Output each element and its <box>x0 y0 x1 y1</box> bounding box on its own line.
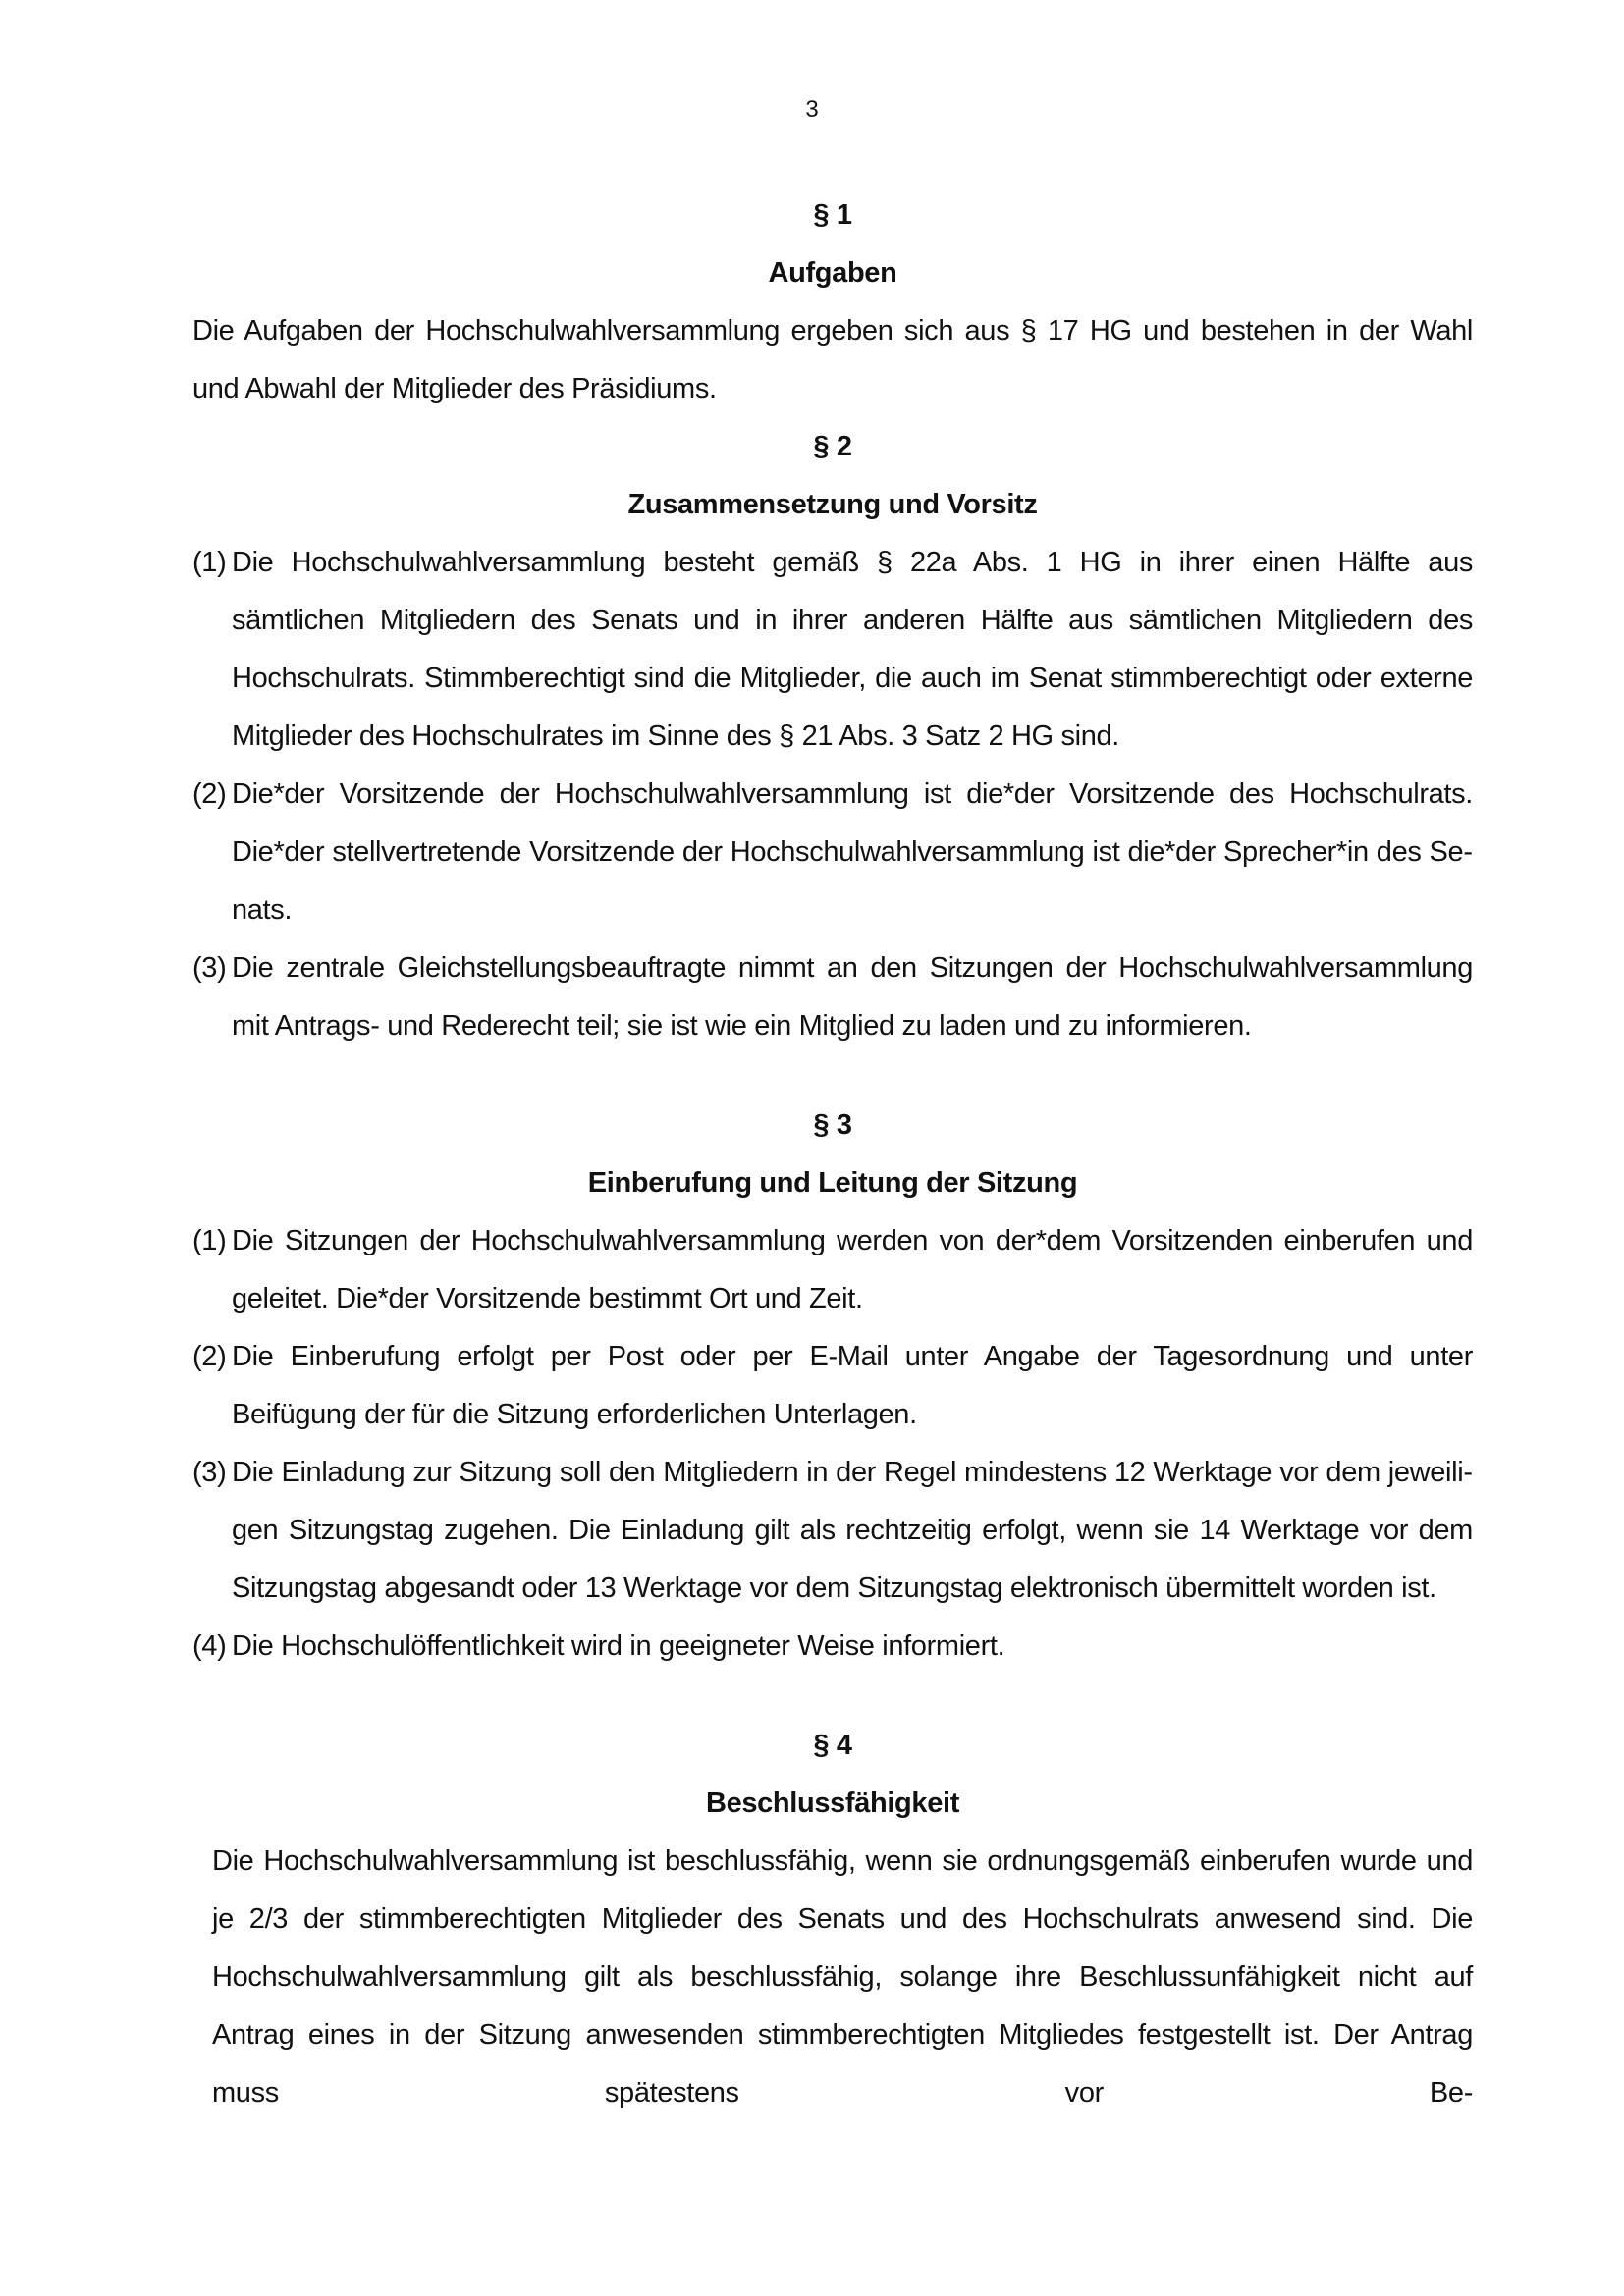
section-number: § 3 <box>813 1109 852 1141</box>
section-paragraph: Die Aufgaben der Hochschulwahlversammlung ergeben sich aus § 17 HG und bestehen in der Wahl und Abwahl der Mitglieder des Präsidiums. <box>192 315 1473 404</box>
item-text: Die Hochschulöffentlichkeit wird in geeigneter Weise informiert. <box>232 1630 1005 1662</box>
item-number: (1) <box>192 1225 227 1256</box>
item-text: Die Einladung zur Sitzung soll den Mitgliedern in der Regel mindestens 12 Werktage vor dem jeweiligen Sitzungstag zugehen. Die Einladung gilt als rechtzeitig erfolgt, wenn sie 14 Werktage vor dem Sitzungstag abgesandt oder 13 Werktage vor dem Sitzungstag elektronisch übermittelt worden ist. <box>232 1457 1473 1604</box>
item-number: (2) <box>192 778 227 810</box>
section-item-list <box>192 1212 1473 1676</box>
item-text: Die Hochschulwahlversammlung besteht gemäß § 22a Abs. 1 HG in ihrer einen Hälfte aus sämtlichen Mitgliedern des Senats und in ihrer anderen Hälfte aus sämtlichen Mitgliedern des Hochschulrats. Stimmberechtigt sind die Mitglieder, die auch im Senat stimmberechtigt oder externe Mitglieder des Hochschulrates im Sinne des § 21 Abs. 3 Satz 2 HG sind. <box>232 547 1473 752</box>
item-number: (3) <box>192 1457 227 1488</box>
page-number: 3 <box>805 96 819 123</box>
item-text: Die Sitzungen der Hochschulwahlversammlung werden von der*dem Vorsitzenden einberufen und geleitet. Die*der Vorsitzende bestimmt Ort und Zeit. <box>232 1225 1473 1314</box>
item-text: Die*der Vorsitzende der Hochschulwahlversammlung ist die*der Vorsitzende des Hochschulrats. Die*der stellvertretende Vorsitzende der Hochschulwahlversammlung ist die*der Sprecher*in des Senats. <box>232 778 1473 926</box>
item-text: Die zentrale Gleichstellungsbeauftragte nimmt an den Sitzungen der Hochschulwahlversammlung mit Antrags- und Rederecht teil; sie ist wie ein Mitglied zu laden und zu informieren. <box>232 952 1473 1041</box>
section-title: Beschlussfähigkeit <box>705 1788 959 1819</box>
section-title: Einberufung und Leitung der Sitzung <box>587 1167 1078 1199</box>
section-title: Aufgaben <box>768 257 897 289</box>
section-spacer <box>192 1055 1473 1096</box>
list-item <box>192 1212 1473 1328</box>
list-item <box>192 1618 1473 1676</box>
section-number: § 2 <box>813 431 852 462</box>
list-item <box>192 534 1473 766</box>
section-paragraph: Die Hochschulwahlversammlung ist beschlussfähig, wenn sie ordnungsgemäß einberufen wurde und je 2/3 der stimmberechtigten Mitglieder des Senats und des Hochschulrats anwesend sind. Die Hochschulwahlversammlung gilt als beschlussfähig, solange ihre Beschlussunfähigkeit nicht auf Antrag eines in der Sitzung anwesenden stimmberechtigten Mitgliedes festgestellt ist. Der Antrag muss spätestens vor Be- <box>212 1845 1473 2109</box>
list-item <box>192 1444 1473 1618</box>
list-item <box>192 766 1473 939</box>
section-4 <box>192 1717 1473 2122</box>
section-2 <box>192 418 1473 1055</box>
section-spacer <box>192 1676 1473 1717</box>
item-number: (1) <box>192 547 227 578</box>
item-number: (4) <box>192 1630 227 1662</box>
item-text: Die Einberufung erfolgt per Post oder per E-Mail unter Angabe der Tagesordnung und unter Beifügung der für die Sitzung erforderlichen Unterlagen. <box>232 1341 1473 1430</box>
section-title: Zusammensetzung und Vorsitz <box>627 489 1038 520</box>
section-1 <box>192 187 1473 418</box>
item-number: (2) <box>192 1341 227 1372</box>
section-3 <box>192 1096 1473 1676</box>
list-item <box>192 939 1473 1055</box>
section-number: § 4 <box>813 1730 852 1761</box>
document-body <box>192 187 1473 2122</box>
section-item-list <box>192 534 1473 1055</box>
item-number: (3) <box>192 952 227 984</box>
list-item <box>192 1328 1473 1444</box>
section-number: § 1 <box>813 199 852 231</box>
